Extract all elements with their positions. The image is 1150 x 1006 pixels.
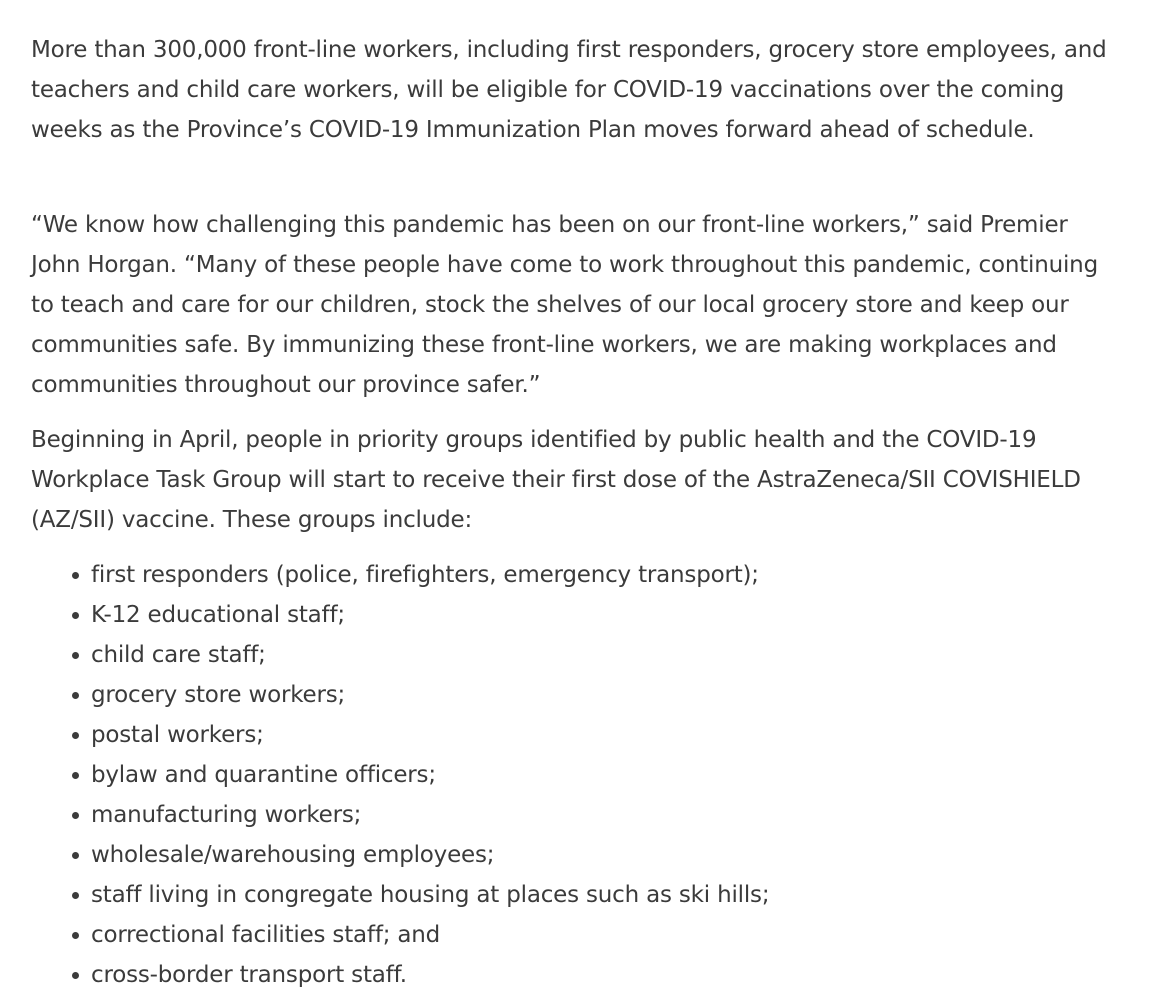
list-item-text: K-12 educational staff; xyxy=(91,602,345,628)
list-item xyxy=(31,635,769,675)
list-item xyxy=(31,915,769,955)
bullet-icon xyxy=(72,692,79,699)
bullet-icon xyxy=(72,892,79,899)
list-item-text: correctional facilities staff; and xyxy=(91,922,441,948)
bullet-icon xyxy=(72,852,79,859)
bullet-icon xyxy=(72,972,79,979)
list-item-text: first responders (police, firefighters, emergency transport); xyxy=(91,562,759,588)
list-item xyxy=(31,875,769,915)
bullet-icon xyxy=(72,932,79,939)
paragraph-premier-quote: “We know how challenging this pandemic has been on our front-line workers,” said Premier John Horgan. “Many of these people have come to work throughout this pandemic, continuing to teach and care for our children, stock the shelves of our local grocery store and keep our communities safe. By immunizing these front-line workers, we are making workplaces and communities throughout our province safer.” xyxy=(31,212,1098,398)
paragraph-priority-groups: Beginning in April, people in priority groups identified by public health and the COVID-19 Workplace Task Group will start to receive their first dose of the AstraZeneca/SII COVISHIELD (AZ/SII) vaccine. These groups include: xyxy=(31,427,1081,533)
list-item xyxy=(31,795,769,835)
bullet-icon xyxy=(72,772,79,779)
list-item xyxy=(31,595,769,635)
list-item xyxy=(31,555,769,595)
bullet-icon xyxy=(72,732,79,739)
list-item-text: child care staff; xyxy=(91,642,266,668)
bullet-icon xyxy=(72,812,79,819)
bullet-icon xyxy=(72,652,79,659)
list-item xyxy=(31,675,769,715)
list-item-text: staff living in congregate housing at places such as ski hills; xyxy=(91,882,770,908)
list-item xyxy=(31,715,769,755)
list-item-text: manufacturing workers; xyxy=(91,802,362,828)
list-item xyxy=(31,755,769,795)
list-item xyxy=(31,955,769,995)
list-item xyxy=(31,835,769,875)
paragraph-eligibility: More than 300,000 front-line workers, including first responders, grocery store employees, and teachers and child care workers, will be eligible for COVID-19 vaccinations over the coming weeks as the Province’s COVID-19 Immunization Plan moves forward ahead of schedule. xyxy=(31,37,1107,143)
bullet-icon xyxy=(72,612,79,619)
bullet-icon xyxy=(72,572,79,579)
priority-groups-list xyxy=(31,555,769,995)
list-item-text: postal workers; xyxy=(91,722,264,748)
list-item-text: bylaw and quarantine officers; xyxy=(91,762,436,788)
list-item-text: wholesale/warehousing employees; xyxy=(91,842,495,868)
list-item-text: grocery store workers; xyxy=(91,682,346,708)
list-item-text: cross-border transport staff. xyxy=(91,962,407,988)
